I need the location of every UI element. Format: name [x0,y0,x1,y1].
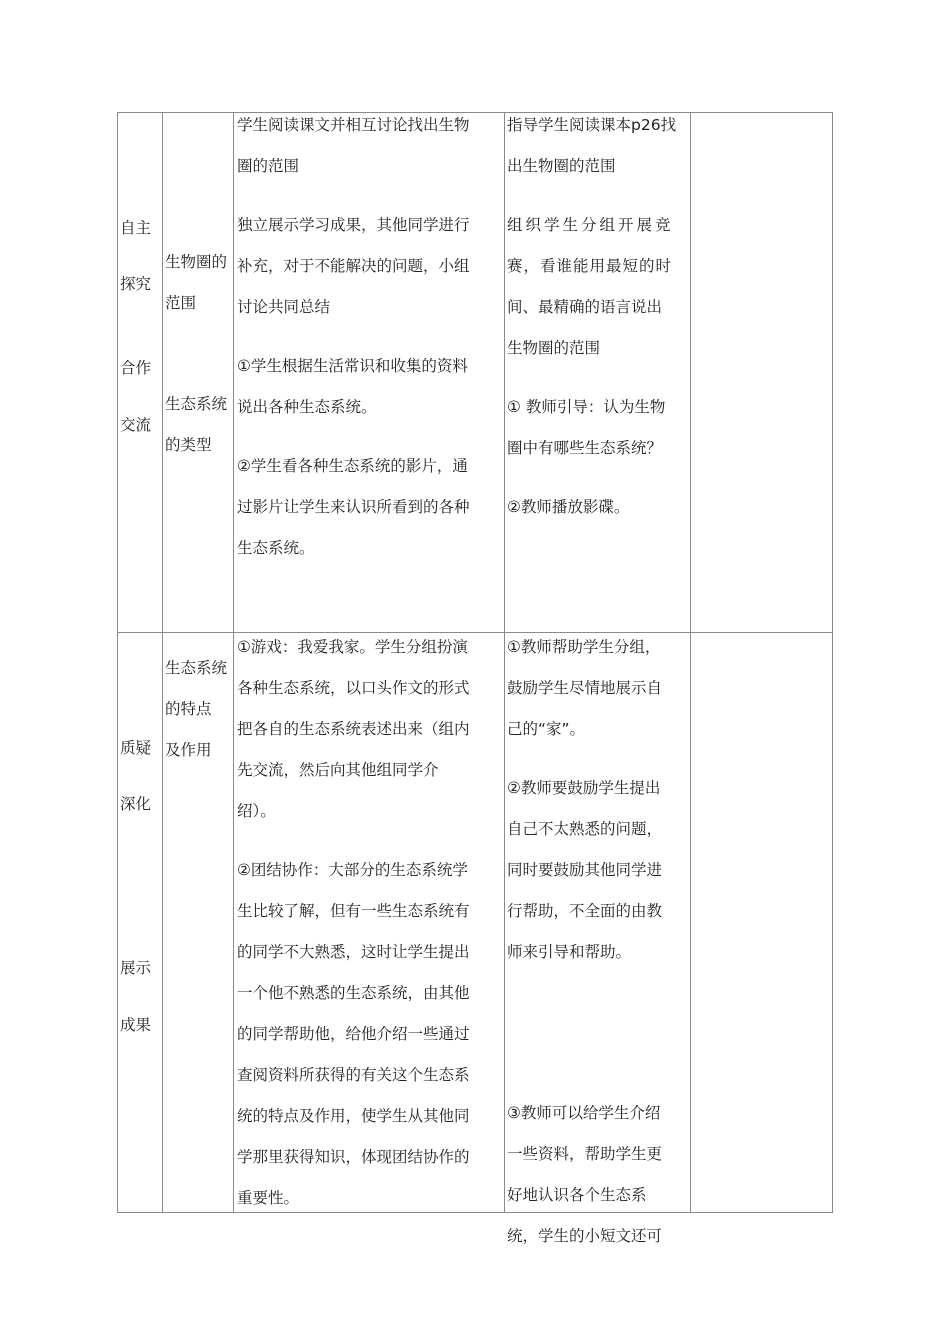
student-text: 独立展示学习成果，其他同学进行 [237,216,470,234]
student-text: 生态系统。 [237,539,315,557]
teacher-text: 统，学生的小短文还可 [507,1227,663,1245]
student-activity-cell-row1 [237,105,503,569]
teacher-text: 赛，看谁能用最短的时 [507,257,673,275]
teacher-text: 间、最精确的语言说出 [507,298,663,316]
stage-text: 成果 [120,1015,152,1034]
column-divider-1 [162,112,163,1213]
topic-text: 范围 [165,294,197,312]
teacher-text: 指导学生阅读课本p26找 [507,116,677,134]
column-divider-2 [233,112,234,1213]
teacher-text: 组织学生分组开展竞 [507,216,674,234]
table-left-border [117,112,118,1213]
teacher-text: 自己不太熟悉的问题， [507,820,663,838]
student-text: 讨论共同总结 [237,298,331,316]
column-divider-4 [690,112,691,1213]
student-text: 学那里获得知识，体现团结协作的 [237,1148,470,1166]
topic-cell-row2 [165,648,233,771]
stage-text: 质疑 [120,738,152,757]
student-text: 查阅资料所获得的有关这个生态系 [237,1066,470,1084]
student-text: ②团结协作：大部分的生态系统学 [237,861,468,879]
stage-text: 深化 [120,795,152,813]
student-text: 生比较了解，但有一些生态系统有 [237,902,470,920]
stage-cell-row1 [120,192,160,461]
student-text: 圈的范围 [237,157,300,175]
stage-cell-row2 [120,712,160,1061]
stage-text: 交流 [120,415,152,434]
student-text: 补充，对于不能解决的问题，小组 [237,257,470,275]
topic-text: 生态系统 [165,395,228,413]
student-text: 各种生态系统，以口头作文的形式 [237,679,470,697]
student-text: 把各自的生态系统表述出来（组内 [237,720,470,738]
table-right-border [832,112,833,1213]
teacher-text: 师来引导和帮助。 [507,943,632,961]
teacher-activity-cell-row1 [507,105,689,528]
teacher-text: 生物圈的范围 [507,339,601,357]
student-text: 绍）。 [237,802,276,820]
student-text: 先交流，然后向其他组同学介 [237,761,439,779]
topic-text: 生物圈的 [165,253,228,271]
teacher-text: ②教师播放影碟。 [507,498,630,516]
teacher-text: 好地认识各个生态系 [507,1186,647,1204]
teacher-text: ①教师帮助学生分组， [507,638,661,656]
teacher-text: ① 教师引导：认为生物 [507,398,666,416]
teacher-text: 同时要鼓励其他同学进 [507,861,663,879]
stage-text: 合作 [120,359,152,377]
teacher-text: 一些资料，帮助学生更 [507,1145,663,1163]
column-divider-3 [504,112,505,1213]
teacher-text: ②教师要鼓励学生提出 [507,779,661,797]
student-text: ①游戏：我爱我家。学生分组扮演 [237,638,468,656]
teacher-text: ③教师可以给学生介绍 [507,1104,661,1122]
topic-text: 生态系统 [165,659,228,677]
teacher-text: 出生物圈的范围 [507,157,616,175]
teacher-text: 己的“家”。 [507,720,586,738]
stage-text: 探究 [120,275,152,293]
stage-text: 自主 [120,218,152,237]
student-text: 说出各种生态系统。 [237,398,377,416]
topic-text: 及作用 [165,741,212,759]
teacher-text: 圈中有哪些生态系统？ [507,439,663,457]
student-text: 的同学不大熟悉，这时让学生提出 [237,943,470,961]
student-text: ①学生根据生活常识和收集的资料 [237,357,468,375]
student-text: 过影片让学生来认识所看到的各种 [237,498,470,516]
stage-text: 展示 [120,959,152,977]
teacher-text: 鼓励学生尽情地展示自 [507,679,663,697]
topic-cell-row1 [165,242,233,466]
topic-text: 的特点 [165,700,212,718]
student-text: 统的特点及作用，使学生从其他同 [237,1107,470,1125]
student-activity-cell-row2 [237,627,503,1219]
topic-text: 的类型 [165,436,212,454]
student-text: ②学生看各种生态系统的影片，通 [237,457,468,475]
student-text: 重要性。 [237,1189,300,1207]
teacher-activity-cell-row2 [507,627,689,1257]
teacher-text: 行帮助，不全面的由教 [507,902,663,920]
student-text: 的同学帮助他，给他介绍一些通过 [237,1025,470,1043]
student-text: 一个他不熟悉的生态系统，由其他 [237,984,470,1002]
student-text: 学生阅读课文并相互讨论找出生物 [237,116,470,134]
